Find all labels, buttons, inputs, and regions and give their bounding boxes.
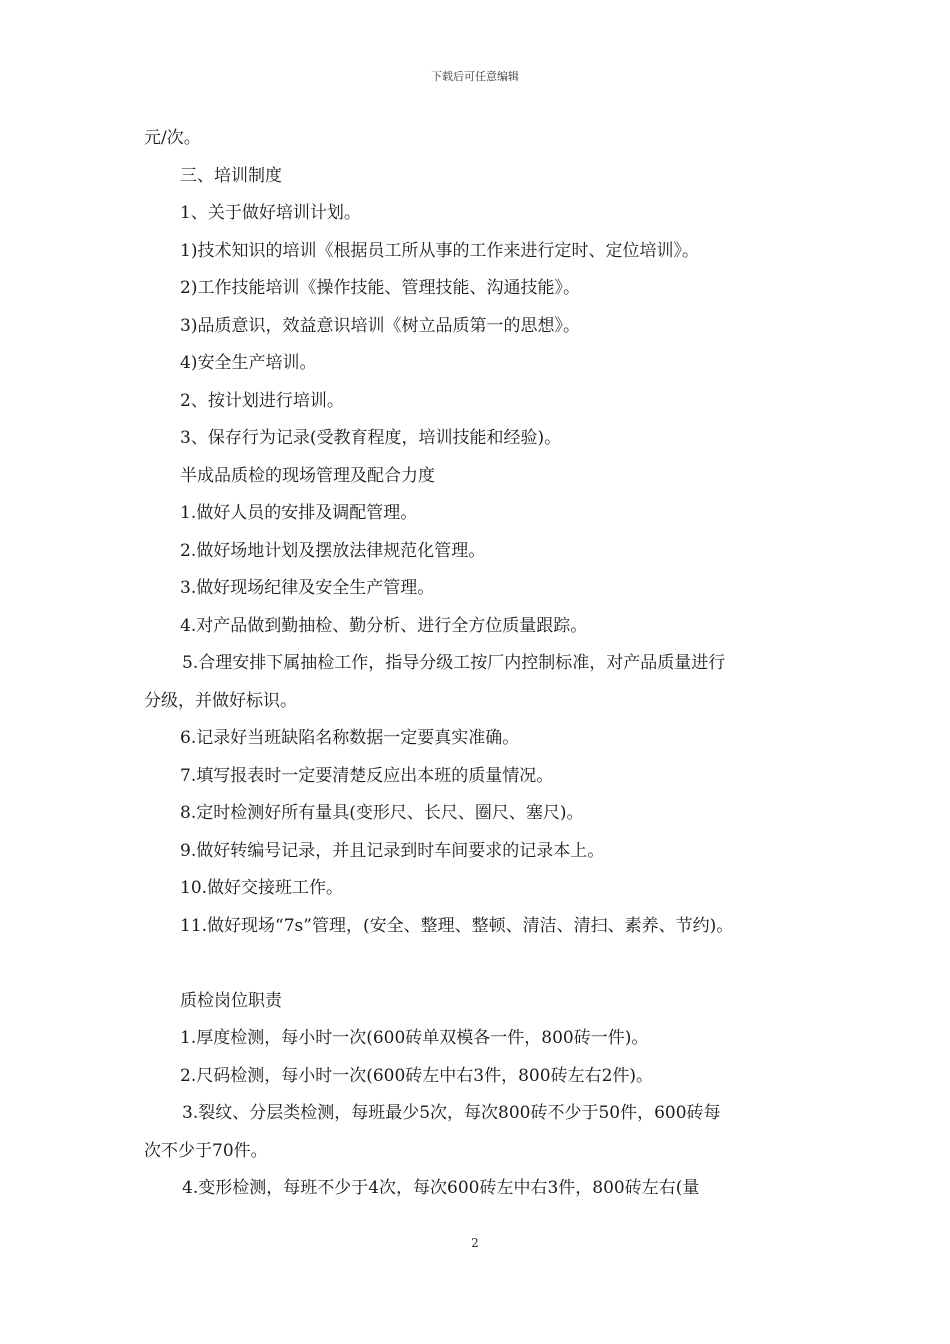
section-heading-training: 三、培训制度 <box>180 165 282 186</box>
text-line: 1)技术知识的培训《根据员工所从事的工作来进行定时、定位培训》。 <box>180 240 699 261</box>
document-body <box>144 124 816 1212</box>
text-line: 4)安全生产培训。 <box>180 353 317 373</box>
list-item: 8.定时检测好所有量具(变形尺、长尺、圈尺、塞尺)。 <box>180 803 584 823</box>
page-number: 2 <box>471 1236 479 1250</box>
text-line: 2)工作技能培训《操作技能、管理技能、沟通技能》。 <box>180 278 580 298</box>
blank-line <box>144 949 816 987</box>
list-item: 4.对产品做到勤抽检、勤分析、进行全方位质量跟踪。 <box>180 615 588 636</box>
list-item-continuation: 分级，并做好标识。 <box>144 690 297 711</box>
list-item: 2.尺码检测，每小时一次(600砖左中右3件，800砖左右2件)。 <box>180 1065 654 1086</box>
list-item: 3.做好现场纪律及安全生产管理。 <box>180 578 435 598</box>
list-item: 7.填写报表时一定要清楚反应出本班的质量情况。 <box>180 765 554 786</box>
list-item: 4.变形检测，每班不少于4次，每次600砖左中右3件，800砖左右(量 <box>182 1178 700 1198</box>
text-line: 元/次。 <box>144 128 201 148</box>
section-heading-qc-duties: 质检岗位职责 <box>180 990 282 1011</box>
section-heading-semi-finished: 半成品质检的现场管理及配合力度 <box>180 465 435 486</box>
text-line: 2、按计划进行培训。 <box>180 390 344 411</box>
text-line: 3)品质意识，效益意识培训《树立品质第一的思想》。 <box>180 315 580 336</box>
list-item: 5.合理安排下属抽检工作，指导分级工按厂内控制标准，对产品质量进行 <box>182 653 726 673</box>
list-item: 1.做好人员的安排及调配管理。 <box>180 503 418 523</box>
list-item: 10.做好交接班工作。 <box>180 878 344 898</box>
list-item: 1.厚度检测，每小时一次(600砖单双模各一件，800砖一件)。 <box>180 1028 649 1048</box>
list-item-continuation: 次不少于70件。 <box>144 1140 268 1161</box>
page-header-note: 下载后可任意编辑 <box>431 70 519 83</box>
text-line: 1、关于做好培训计划。 <box>180 203 361 223</box>
list-item: 9.做好转编号记录，并且记录到时车间要求的记录本上。 <box>180 840 605 861</box>
list-item: 11.做好现场“7s”管理，(安全、整理、整顿、清洁、清扫、素养、节约)。 <box>180 915 734 936</box>
text-line: 3、保存行为记录(受教育程度，培训技能和经验)。 <box>180 428 562 448</box>
list-item: 2.做好场地计划及摆放法律规范化管理。 <box>180 540 486 561</box>
list-item: 6.记录好当班缺陷名称数据一定要真实准确。 <box>180 728 520 748</box>
list-item: 3.裂纹、分层类检测，每班最少5次，每次800砖不少于50件，600砖每 <box>182 1103 721 1123</box>
